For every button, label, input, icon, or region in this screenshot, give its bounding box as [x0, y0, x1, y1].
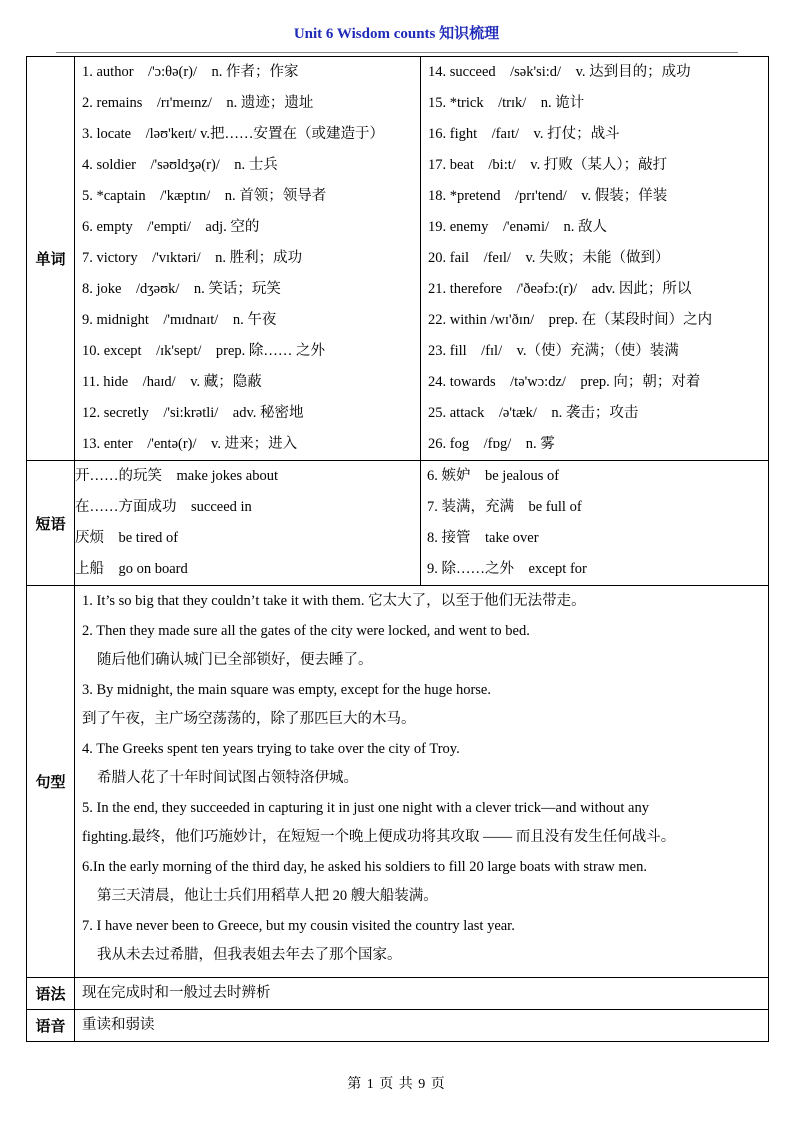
- vocab-item: 1. author /'ɔ:θə(r)/ n. 作者；作家: [82, 64, 299, 80]
- sentence-line: 4. The Greeks spent ten years trying to take over the city of Troy.: [82, 740, 460, 757]
- sentence-list: [75, 586, 769, 978]
- page-title: Unit 6 Wisdom counts 知识梳理: [293, 26, 500, 42]
- grammar-text: 现在完成时和一般过去时辨析: [82, 984, 271, 1001]
- vocab-item: 12. secretly /'si:krətli/ adv. 秘密地: [82, 405, 304, 421]
- vocab-item: 26. fog /fɒg/ n. 雾: [428, 436, 555, 452]
- phonetics-text: 重读和弱读: [82, 1016, 155, 1033]
- sentence-line: 3. By midnight, the main square was empty, except for the huge horse.: [82, 681, 491, 698]
- vocab-item: 2. remains /rɪ'meɪnz/ n. 遗迹；遗址: [82, 95, 314, 111]
- vocab-item: 6. empty /'empti/ adj. 空的: [82, 219, 260, 235]
- sentence-line: 5. In the end, they succeeded in capturing it in just one night with a clever trick—and without any: [82, 799, 649, 816]
- phrase-item: 9. 除……之外 except for: [427, 561, 587, 577]
- sentence-translation: 我从未去过希腊，但我表姐去年去了那个国家。: [97, 947, 402, 963]
- phrase-right-column: [421, 461, 769, 586]
- vocab-item: 7. victory /'vɪktəri/ n. 胜利；成功: [82, 250, 303, 266]
- phonetics-label: 语音: [27, 1009, 75, 1041]
- sentence-line: fighting.最终，他们巧施妙计，在短短一个晚上便成功将其攻取 —— 而且没有发生任何战斗。: [82, 829, 676, 845]
- vocab-item: 17. beat /bi:t/ v. 打败（某人）；敲打: [428, 157, 668, 173]
- phrase-item: 厌烦 be tired of: [75, 530, 179, 546]
- knowledge-table: [26, 56, 769, 1042]
- grammar-label: 语法: [27, 977, 75, 1009]
- phrase-item: 8. 接管 take over: [427, 530, 539, 546]
- vocab-item: 3. locate /ləʊ'keɪt/ v.把……安置在（或建造于）: [82, 126, 385, 142]
- phrase-item: 开……的玩笑 make jokes about: [75, 468, 278, 484]
- sentence-line: 6.In the early morning of the third day, he asked his soldiers to fill 20 large boats with straw men.: [82, 858, 647, 875]
- sentence-line: 2. Then they made sure all the gates of the city were locked, and went to bed.: [82, 622, 530, 639]
- title-divider: [56, 52, 738, 53]
- vocab-item: 18. *pretend /prɪ'tend/ v. 假装；佯装: [428, 188, 668, 204]
- vocab-item: 10. except /ɪk'sept/ prep. 除…… 之外: [82, 343, 326, 359]
- vocab-left-column: [75, 57, 421, 461]
- vocab-item: 22. within /wɪ'ðɪn/ prep. 在（某段时间）之内: [428, 312, 713, 328]
- vocab-item: 19. enemy /'enəmi/ n. 敌人: [428, 219, 607, 235]
- vocab-right-column: [421, 57, 769, 461]
- sentence-translation: 第三天清晨，他让士兵们用稻草人把 20 艘大船装满。: [97, 888, 438, 904]
- sentence-translation: 随后他们确认城门已全部锁好，便去睡了。: [97, 652, 373, 668]
- sentence-line: 7. I have never been to Greece, but my cousin visited the country last year.: [82, 917, 515, 934]
- vocab-item: 21. therefore /'ðeəfɔ:(r)/ adv. 因此；所以: [428, 281, 692, 297]
- phonetics-row: [27, 1009, 769, 1041]
- grammar-row: [27, 977, 769, 1009]
- vocab-row: [27, 57, 769, 461]
- phrase-left-column: [75, 461, 421, 586]
- vocab-item: 5. *captain /'kæptɪn/ n. 首领；领导者: [82, 188, 327, 204]
- vocab-item: 24. towards /tə'wɔ:dz/ prep. 向；朝；对着: [428, 374, 701, 390]
- vocab-item: 14. succeed /sək'si:d/ v. 达到目的；成功: [428, 64, 691, 80]
- vocab-item: 13. enter /'entə(r)/ v. 进来；进入: [82, 436, 298, 452]
- sentence-label: 句型: [27, 586, 75, 978]
- phrase-item: 上船 go on board: [75, 561, 188, 577]
- sentence-translation: 希腊人花了十年时间试图占领特洛伊城。: [97, 770, 358, 786]
- page-footer: 第 1 页 共 9 页: [347, 1077, 446, 1092]
- vocab-item: 25. attack /ə'tæk/ n. 袭击；攻击: [428, 405, 639, 421]
- sentence-line: 1. It’s so big that they couldn’t take it with them. 它太大了，以至于他们无法带走。: [82, 593, 586, 609]
- vocab-label: 单词: [27, 57, 75, 461]
- phrase-item: 7. 装满，充满 be full of: [427, 499, 582, 515]
- sentence-row: [27, 586, 769, 978]
- vocab-item: 9. midnight /'mɪdnaɪt/ n. 午夜: [82, 312, 277, 328]
- phrase-item: 6. 嫉妒 be jealous of: [427, 468, 560, 484]
- phrase-row: [27, 461, 769, 586]
- vocab-item: 16. fight /faɪt/ v. 打仗；战斗: [428, 126, 620, 142]
- phrase-item: 在……方面成功 succeed in: [75, 499, 252, 515]
- grammar-cell: [75, 977, 769, 1009]
- sentence-translation: 到了午夜，主广场空荡荡的，除了那匹巨大的木马。: [82, 711, 416, 727]
- vocab-item: 15. *trick /trɪk/ n. 诡计: [428, 95, 585, 111]
- vocab-item: 23. fill /fɪl/ v.（使）充满；（使）装满: [428, 343, 679, 359]
- vocab-item: 8. joke /dʒəʊk/ n. 笑话；玩笑: [82, 281, 281, 297]
- phrase-label: 短语: [27, 461, 75, 586]
- vocab-item: 11. hide /haɪd/ v. 藏；隐蔽: [82, 374, 262, 390]
- phonetics-cell: [75, 1009, 769, 1041]
- vocab-item: 20. fail /feɪl/ v. 失败；未能（做到）: [428, 250, 670, 266]
- vocab-item: 4. soldier /'səʊldʒə(r)/ n. 士兵: [82, 157, 278, 173]
